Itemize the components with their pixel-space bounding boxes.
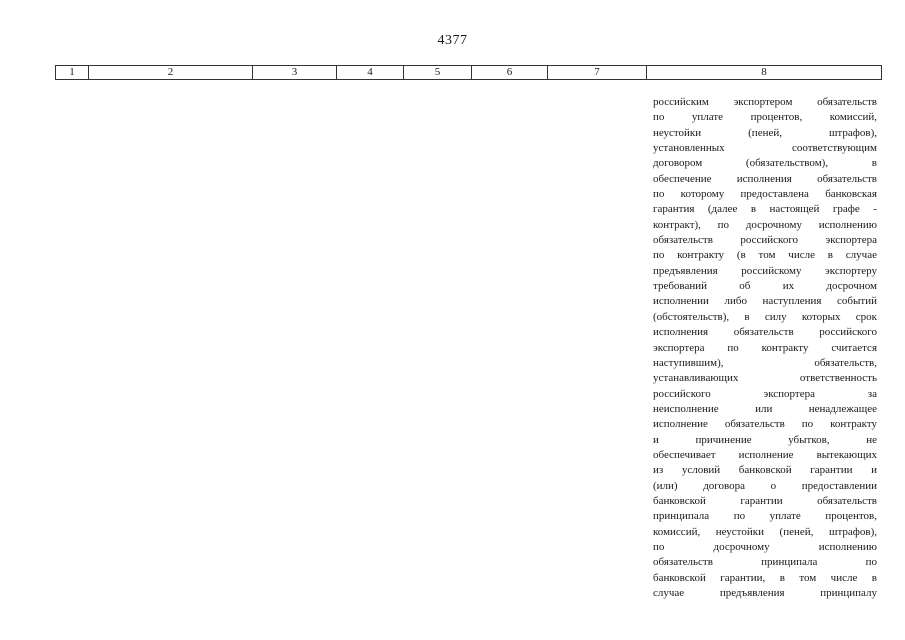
text-word: том (758, 249, 776, 262)
text-word: числе (830, 571, 858, 584)
text-line (653, 571, 877, 586)
text-word: принципала (761, 556, 818, 569)
text-word: обязательств (733, 326, 794, 339)
text-line (653, 218, 877, 233)
text-word: в (779, 571, 785, 584)
text-word: за (867, 387, 877, 400)
text-word: по (733, 510, 746, 523)
text-word: требований (653, 280, 708, 293)
text-word: банковской (653, 571, 706, 584)
text-word: предъявления (719, 587, 785, 599)
text-word: гарантии (740, 494, 783, 507)
text-word: из (653, 464, 664, 477)
text-word: по (727, 341, 739, 354)
text-word: которому (680, 188, 725, 201)
text-word: наступления (762, 295, 822, 308)
text-word: штрафов), (828, 525, 877, 538)
text-word: по (717, 218, 730, 231)
text-word: экспортера (825, 234, 877, 247)
text-word: - (873, 203, 877, 216)
column-header-8: 8 (647, 66, 882, 80)
text-word: (обязательством), (745, 157, 829, 170)
text-word: банковская (825, 188, 877, 201)
text-word: принципалу (820, 587, 877, 599)
text-word: в (744, 310, 750, 323)
text-line (653, 448, 877, 463)
text-word: (или) (653, 479, 678, 492)
text-line (653, 156, 877, 171)
text-word: том (799, 571, 817, 584)
text-line (653, 264, 877, 279)
text-line (653, 540, 877, 555)
text-word: экспортера (763, 387, 815, 400)
text-word: в (827, 249, 833, 262)
text-word: досрочному (713, 540, 770, 553)
text-word: договором (653, 157, 703, 170)
text-word: исполнения (736, 172, 792, 185)
text-word: (пеней, (748, 126, 782, 139)
text-word: по (865, 556, 877, 569)
text-word: установленных (653, 142, 725, 155)
text-word: неустойки (653, 126, 702, 139)
text-word: (пеней, (779, 525, 814, 538)
column-header-6: 6 (472, 66, 548, 80)
text-word: контракт), (653, 218, 701, 231)
text-word: (в (736, 249, 746, 262)
text-word: по (653, 540, 665, 553)
text-word: досрочному (745, 218, 802, 231)
text-word: исполнения (653, 326, 709, 339)
text-word: наступившим), (653, 356, 724, 369)
text-word: российского (653, 387, 711, 400)
text-word: случае (845, 249, 877, 262)
text-word: комиссий, (653, 525, 701, 538)
text-word: уплате (691, 111, 724, 124)
text-word: обеспечение (653, 172, 712, 185)
text-line (653, 202, 877, 217)
text-word: обязательств, (814, 356, 877, 369)
text-word: обязательств (653, 234, 713, 247)
text-line (653, 126, 877, 141)
text-word: либо (724, 295, 747, 308)
text-word: российского (819, 326, 877, 339)
text-line (653, 310, 877, 325)
text-word: графе (832, 203, 860, 216)
text-word: экспортера (653, 341, 705, 354)
text-word: обеспечивает (653, 448, 716, 461)
text-word: о (770, 479, 777, 492)
text-word: российским (653, 96, 709, 108)
text-word: контракту (830, 418, 877, 431)
text-word: их (782, 280, 795, 293)
column-header-3: 3 (253, 66, 337, 80)
text-word: и (871, 464, 877, 477)
text-word: штрафов), (828, 126, 877, 139)
text-line (653, 341, 877, 356)
text-line (653, 463, 877, 478)
text-word: исполнение (653, 418, 708, 431)
text-word: обязательств (724, 418, 785, 431)
text-word: процентов, (750, 111, 803, 124)
column-header-5: 5 (404, 66, 472, 80)
text-word: процентов, (825, 510, 877, 523)
text-word: по (653, 188, 665, 201)
column-header-7: 7 (548, 66, 647, 80)
text-word: событий (837, 295, 877, 308)
text-word: настоящей (769, 203, 820, 216)
text-word: и (653, 433, 659, 446)
text-word: гарантии (810, 464, 853, 477)
text-line (653, 95, 877, 110)
text-word: исполнению (818, 540, 877, 553)
text-line (653, 371, 877, 386)
text-word: по (653, 249, 665, 262)
text-word: (далее (707, 203, 738, 216)
text-word: или (755, 402, 773, 415)
text-word: исполнение (738, 448, 794, 461)
text-word: обязательств (817, 494, 877, 507)
text-word: комиссий, (829, 111, 877, 124)
text-line (653, 525, 877, 540)
text-word: контракту (761, 341, 809, 354)
text-line (653, 187, 877, 202)
text-line (653, 248, 877, 263)
text-line (653, 325, 877, 340)
text-line (653, 172, 877, 187)
text-word: обязательств (653, 556, 713, 569)
text-word: случае (653, 587, 685, 599)
text-word: (обстоятельств), (653, 310, 730, 323)
text-word: российского (740, 234, 799, 247)
text-line (653, 387, 877, 402)
text-line (653, 141, 877, 156)
column-header-1: 1 (56, 66, 89, 80)
text-word: ненадлежащее (808, 402, 877, 415)
text-word: причинение (695, 433, 752, 446)
text-word: предоставлена (740, 188, 809, 201)
text-word: соответствующим (791, 142, 877, 155)
table-header-row (55, 65, 882, 80)
text-word: обязательств (817, 172, 877, 185)
text-word: договора (703, 479, 746, 492)
page-number: 4377 (437, 33, 468, 48)
text-line (653, 356, 877, 371)
text-word: неисполнение (653, 402, 719, 415)
text-word: исполнении (653, 295, 709, 308)
text-line (653, 294, 877, 309)
text-word: обязательств (817, 96, 877, 108)
text-word: российскому (741, 264, 802, 277)
text-line (653, 433, 877, 448)
text-word: предоставлении (801, 479, 877, 492)
text-line (653, 494, 877, 509)
text-word: банковской (653, 494, 706, 507)
text-word: считается (831, 341, 877, 354)
text-word: уплате (769, 510, 801, 523)
text-line (653, 509, 877, 524)
text-word: в (871, 571, 877, 584)
text-word: вытекающих (816, 448, 877, 461)
text-word: экспортером (733, 96, 793, 108)
text-word: срок (855, 310, 877, 323)
text-word: устанавливающих (653, 372, 739, 385)
text-word: экспортеру (825, 264, 877, 277)
text-line (653, 479, 877, 494)
text-word: в (750, 203, 757, 216)
text-word: гарантия (653, 203, 695, 216)
text-word: ответственность (799, 372, 877, 385)
text-line (653, 110, 877, 125)
text-word: досрочном (826, 280, 877, 293)
text-word: банковской (738, 464, 792, 477)
column-8-text (653, 95, 877, 601)
text-word: гарантии, (720, 571, 766, 584)
text-line (653, 586, 877, 601)
text-word: принципала (653, 510, 710, 523)
column-header-2: 2 (89, 66, 253, 80)
text-line (653, 402, 877, 417)
text-word: убытков, (788, 433, 830, 446)
text-word: числе (788, 249, 815, 262)
text-word: по (801, 418, 814, 431)
text-line (653, 555, 877, 570)
text-word: исполнению (818, 218, 877, 231)
text-line (653, 279, 877, 294)
text-word: об (739, 280, 751, 293)
text-line (653, 233, 877, 248)
text-line (653, 417, 877, 432)
text-word: условий (681, 464, 721, 477)
text-word: не (866, 433, 877, 446)
column-header-4: 4 (337, 66, 404, 80)
text-word: по (653, 111, 665, 124)
text-word: контракту (677, 249, 725, 262)
text-word: которых (801, 310, 841, 323)
text-word: неустойки (715, 525, 764, 538)
text-word: предъявления (653, 264, 718, 277)
text-word: силу (764, 310, 787, 323)
text-word: в (871, 157, 877, 170)
